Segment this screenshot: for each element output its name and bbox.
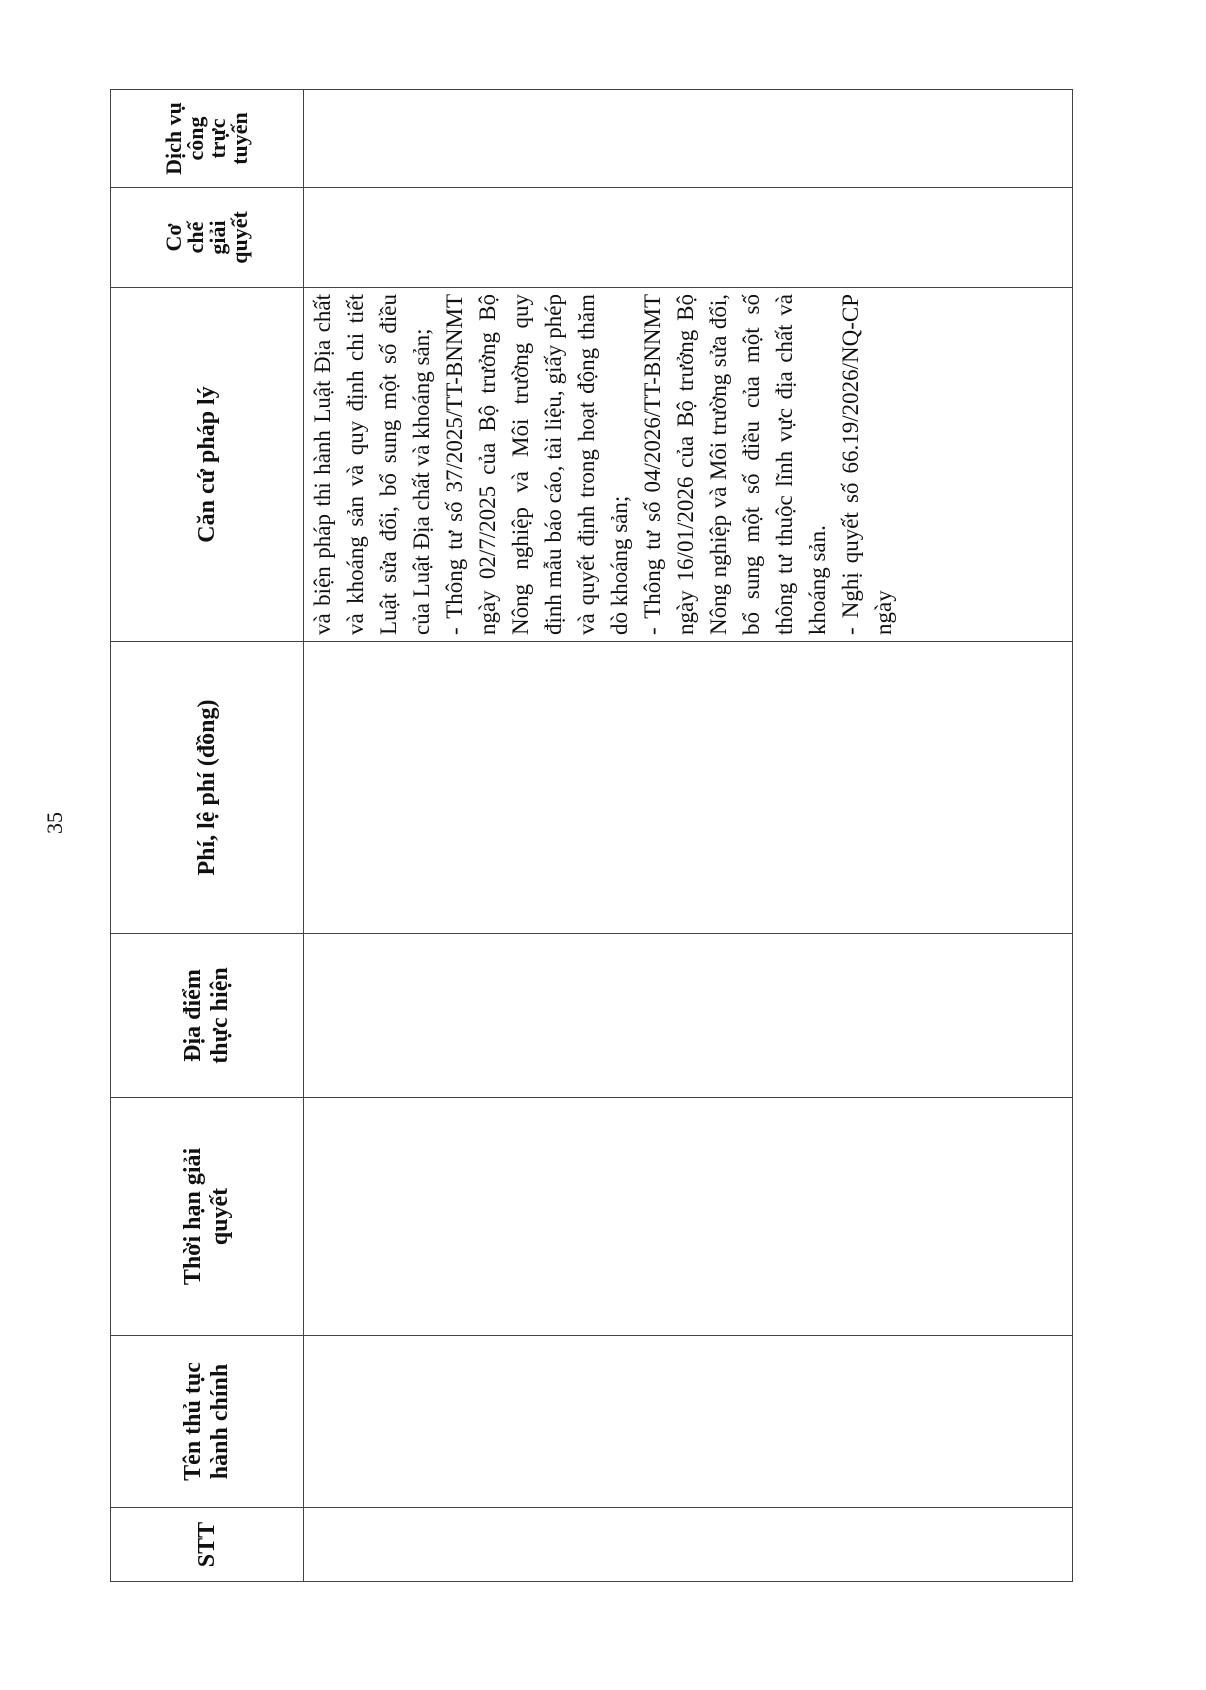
legal-paragraph: - Thông tư số 37/2025/TT-BNNMT ngày 02/7/2025 của Bộ trưởng Bộ Nông nghiệp và Môi trường quy định mẫu báo cáo, tài liệu, giấy phép và quyết định trong hoạt động thăm dò khoáng sản; <box>442 294 632 635</box>
cell-thoi-han <box>304 1098 1073 1336</box>
header-can-cu-phap-ly: Căn cứ pháp lý <box>111 288 304 642</box>
page-number: 35 <box>42 812 67 834</box>
legal-basis-text <box>304 288 1070 641</box>
cell-dich-vu-cong <box>304 90 1073 188</box>
table-row <box>304 90 1073 1582</box>
header-thoi-han: Thời hạn giải quyết <box>111 1098 304 1336</box>
header-stt: STT <box>111 1508 304 1582</box>
procedures-table <box>110 89 1073 1582</box>
cell-co-che <box>304 188 1073 288</box>
header-row <box>111 90 304 1582</box>
header-ten-thu-tuc: Tên thủ tục hành chính <box>111 1336 304 1508</box>
cell-phi-le-phi <box>304 642 1073 934</box>
header-co-che: Cơ chế giải quyết <box>111 188 304 288</box>
legal-paragraph: - Nghị quyết số 66.19/2026/NQ-CP ngày <box>838 294 896 635</box>
header-dich-vu-cong: Dịch vụ công trực tuyến <box>111 90 304 188</box>
legal-paragraph: và biện pháp thi hành Luật Địa chất và khoáng sản và quy định chi tiết Luật sửa đổi, bổ sung một số điều của Luật Địa chất và khoáng sản; <box>310 294 434 635</box>
header-phi-le-phi: Phí, lệ phí (đồng) <box>111 642 304 934</box>
cell-stt <box>304 1508 1073 1582</box>
cell-can-cu-phap-ly <box>304 288 1073 642</box>
header-dia-diem: Địa điểm thực hiện <box>111 934 304 1098</box>
cell-ten-thu-tuc <box>304 1336 1073 1508</box>
cell-dia-diem <box>304 934 1073 1098</box>
rotated-table-container <box>110 90 1070 1582</box>
legal-paragraph: - Thông tư số 04/2026/TT-BNNMT ngày 16/01/2026 của Bộ trưởng Bộ Nông nghiệp và Môi trường sửa đổi, bổ sung một số điều của một số thông tư thuộc lĩnh vực địa chất và khoáng sản. <box>640 294 830 635</box>
